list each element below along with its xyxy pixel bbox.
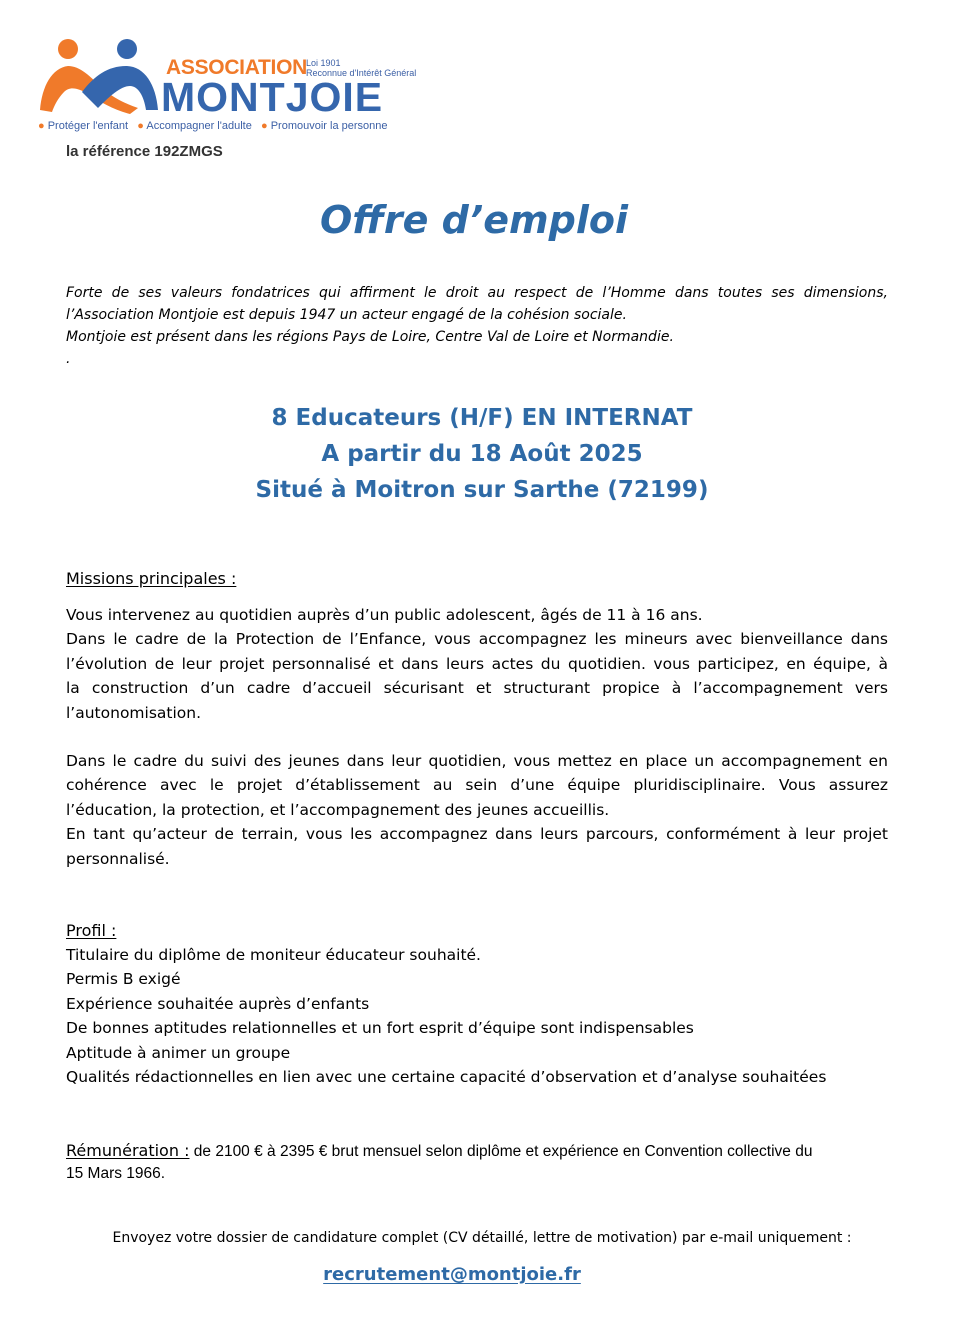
remuneration-line-2: 15 Mars 1966. [66, 1165, 166, 1182]
profil-item: Permis B exigé [66, 970, 181, 989]
missions-p1-line: Dans le cadre de la Protection de l’Enfance, vous accompagnez les mineurs avec bienveillance dans [66, 630, 888, 649]
missions-p2-line: cohérence avec le projet d’établissement au sein d’une équipe pluridisciplinaire. Vous assurez [66, 776, 888, 795]
missions-p1-line: Vous intervenez au quotidien auprès d’un public adolescent, âgés de 11 à 16 ans. [66, 606, 703, 624]
logo-association-text: ASSOCIATION [166, 56, 307, 79]
missions-p1-line: l’autonomisation. [66, 703, 202, 722]
intro-paragraph [66, 282, 888, 370]
job-title: 8 Educateurs (H/F) EN INTERNAT [271, 405, 693, 431]
logo-montjoie-text: MONTJOIE [161, 74, 384, 120]
logo-taglines [38, 120, 388, 132]
tagline-3: Promouvoir la personne [270, 120, 388, 132]
missions-p2-line: En tant qu’acteur de terrain, vous les accompagnez dans leurs parcours, conformément à leur projet [66, 825, 888, 844]
profil-item: Qualités rédactionnelles en lien avec une certaine capacité d’observation et d’analyse souhaitées [66, 1068, 827, 1087]
logo-reconnue-line: Reconnue d'Intérêt Général [306, 68, 417, 78]
missions-p1-line: la construction d’un cadre d’accueil sécurisant et structurant propice à l’accompagnement vers [66, 679, 888, 698]
intro-line-1: Forte de ses valeurs fondatrices qui affirment le droit au respect de l’Homme dans toutes ses dimensions, [66, 285, 888, 301]
missions-p1-line: l’évolution de leur projet personnalisé et dans leurs actes du quotidien. vous participez, en équipe, à [66, 654, 888, 673]
remuneration-value: de 2100 € à 2395 € brut mensuel selon diplôme et expérience en Convention collective du [189, 1143, 813, 1160]
missions-paragraph-2 [66, 749, 888, 871]
profil-item: De bonnes aptitudes relationnelles et un fort esprit d’équipe sont indispensables [66, 1019, 694, 1038]
missions-p2-line: l’éducation, la protection, et l’accompagnement des jeunes accueillis. [66, 800, 610, 819]
bullet-dot-icon: ● [38, 120, 45, 132]
missions-p2-line: Dans le cadre du suivi des jeunes dans leur quotidien, vous mettez en place un accompagnement en [66, 752, 888, 770]
tagline-2: Accompagner l'adulte [146, 120, 252, 132]
missions-p2-line: personnalisé. [66, 849, 170, 868]
remuneration [66, 1140, 888, 1185]
profil-list [66, 943, 826, 1089]
job-location: Situé à Moitron sur Sarthe (72199) [255, 477, 709, 503]
intro-line-2: l’Association Montjoie est depuis 1947 un acteur engagé de la cohésion sociale. [66, 307, 627, 323]
remuneration-line-1 [66, 1140, 888, 1163]
logo-loi-line: Loi 1901 [306, 58, 341, 68]
profil-item: Titulaire du diplôme de moniteur éducateur souhaité. [66, 946, 481, 964]
reference: la référence 192ZMGS [66, 143, 223, 160]
missions-paragraph-1 [66, 603, 888, 725]
missions-heading: Missions principales : [66, 569, 237, 588]
remuneration-label: Rémunération : [66, 1141, 190, 1160]
profil-item: Expérience souhaitée auprès d’enfants [66, 994, 370, 1013]
profil-item: Aptitude à animer un groupe [66, 1043, 291, 1062]
contact-email-link[interactable]: recrutement@montjoie.fr [323, 1264, 581, 1285]
job-title-block [0, 400, 964, 508]
intro-line-3: Montjoie est présent dans les régions Pays de Loire, Centre Val de Loire et Normandie. [66, 329, 674, 345]
intro-line-4: . [66, 351, 71, 367]
bullet-dot-icon: ● [261, 120, 268, 132]
job-start-date: A partir du 18 Août 2025 [321, 441, 643, 467]
tagline-1: Protéger l'enfant [47, 120, 129, 132]
profil-heading: Profil : [66, 921, 117, 940]
application-instruction: Envoyez votre dossier de candidature complet (CV détaillé, lettre de motivation) par e-mail uniquement : [112, 1230, 852, 1246]
page-title: Offre d’emploi [319, 198, 629, 242]
bullet-dot-icon: ● [137, 120, 144, 132]
